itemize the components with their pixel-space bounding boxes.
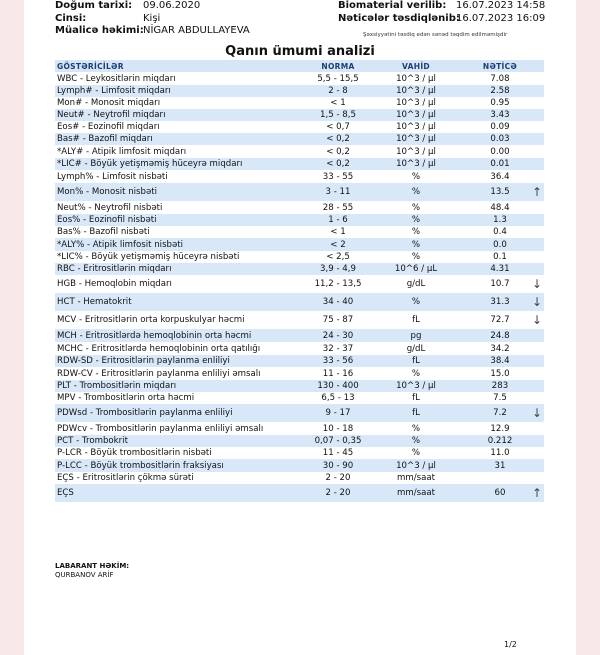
table-row	[55, 311, 544, 329]
result-name: Neut% - Neytrofil nisbəti	[57, 202, 163, 213]
result-unit: %	[411, 252, 421, 262]
result-name: PCT - Trombokrit	[55, 435, 300, 447]
result-value: 283	[456, 380, 544, 392]
col-indicator-header: GÖSTƏRİCİLƏR	[55, 60, 300, 72]
result-name: RBC - Eritrositlərin miqdarı	[55, 263, 300, 275]
result-name: Mon# - Monosit miqdarı	[57, 98, 161, 108]
result-norm: 2 - 8	[300, 85, 376, 97]
result-unit: mm/saat	[396, 473, 436, 483]
table-row	[55, 72, 544, 85]
result-norm: 11 - 45	[322, 448, 354, 458]
result-norm: 10 - 18	[322, 423, 354, 434]
table-row	[55, 238, 544, 251]
result-name: PDWcv - Trombositlərin paylanma enliliyi əmsalı	[57, 423, 264, 434]
result-unit: g/dL	[406, 343, 426, 354]
result-name: EÇS - Eritrositlərin çökmə sürəti	[57, 473, 194, 483]
biomaterial-value: 16.07.2023 14:58	[456, 0, 546, 11]
table-row	[55, 367, 544, 380]
table-row	[55, 109, 544, 121]
result-unit: 10^3 / µl	[396, 98, 436, 108]
report-page	[24, 0, 576, 655]
table-row	[55, 97, 544, 109]
table-header-row	[55, 60, 544, 72]
result-unit: %	[411, 227, 421, 237]
result-unit: 10^3 / µl	[396, 73, 436, 84]
id-note: Şəxsiyyətini təsdiq edən sənəd təqdim edilməmişdir	[363, 32, 508, 38]
table-row	[55, 85, 544, 97]
result-name: P-LCC - Böyük trombositlərin fraksiyası	[55, 459, 300, 472]
result-norm: 1 - 6	[300, 214, 376, 226]
result-unit: 10^3 / µl	[376, 109, 456, 121]
confirmed-label: Nəticələr təsdiqlənib:	[338, 13, 460, 24]
table-row	[55, 329, 544, 342]
result-unit: 10^3 / µl	[396, 122, 436, 132]
table-row	[55, 435, 544, 447]
doctor-value: NİGAR ABDULLAYEVA	[143, 25, 250, 36]
result-value: 0.212	[456, 435, 544, 447]
result-value: 34.2	[490, 343, 510, 354]
result-name: Lymph% - Limfosit nisbəti	[57, 171, 168, 182]
result-name: HGB - Hemoqlobin miqdarı	[57, 279, 172, 289]
page-number: 1/2	[504, 640, 517, 649]
result-unit: 10^3 / µl	[376, 133, 456, 145]
doctor-label: Müalicə həkimi:	[55, 25, 144, 36]
result-norm: < 2	[300, 238, 376, 251]
result-norm: 33 - 55	[322, 171, 354, 182]
result-value: 48.4	[490, 202, 510, 213]
result-name: EÇS	[55, 484, 300, 502]
result-norm: < 1	[330, 98, 346, 108]
result-name: WBC - Leykositlərin miqdarı	[57, 73, 176, 84]
table-row	[55, 275, 544, 293]
result-name: Bas# - Bazofil miqdarı	[55, 133, 300, 145]
result-value: 10.7	[490, 279, 510, 289]
table-row	[55, 251, 544, 263]
arrow-down-icon: ↓	[532, 277, 543, 291]
result-norm: < 0,2	[300, 158, 376, 170]
result-value: 0.03	[456, 133, 544, 145]
result-unit: %	[376, 435, 456, 447]
result-name: RDW-SD - Eritrositlərin paylanma enliliyi	[55, 355, 300, 367]
result-unit: %	[411, 423, 421, 434]
table-row	[55, 342, 544, 355]
result-name: Mon% - Monosit nisbəti	[55, 183, 300, 201]
table-row	[55, 263, 544, 275]
result-unit: fL	[376, 404, 456, 422]
result-norm: 11,2 - 13,5	[314, 279, 362, 289]
result-norm: 2 - 20	[300, 484, 376, 502]
arrow-up-icon: ↑	[532, 185, 543, 199]
result-value: 0.09	[490, 122, 510, 132]
result-norm: < 0,2	[326, 146, 350, 157]
result-unit: 10^3 / µl	[376, 85, 456, 97]
result-unit: 10^3 / µl	[396, 146, 436, 157]
result-norm: 33 - 56	[300, 355, 376, 367]
result-name: Eos% - Eozinofil nisbəti	[55, 214, 300, 226]
result-unit: %	[376, 183, 456, 201]
table-row	[55, 459, 544, 472]
table-row	[55, 183, 544, 201]
table-row	[55, 392, 544, 404]
result-unit: %	[376, 293, 456, 311]
result-unit: %	[411, 448, 421, 458]
result-norm: 11 - 16	[322, 368, 354, 379]
table-row	[55, 133, 544, 145]
result-value: 0.00	[490, 146, 510, 157]
result-unit: mm/saat	[376, 484, 456, 502]
table-row	[55, 158, 544, 170]
result-unit: 10^6 / µL	[376, 263, 456, 275]
result-norm: 0,07 - 0,35	[300, 435, 376, 447]
result-value: 13.5	[456, 183, 544, 201]
result-value: 0.4	[493, 227, 507, 237]
result-name: *ALY# - Atipik limfosit miqdarı	[57, 146, 187, 157]
result-unit: pg	[376, 329, 456, 342]
result-value: 7.08	[490, 73, 510, 84]
col-unit-header: VAHİD	[376, 60, 456, 72]
result-norm: 6,5 - 13	[321, 393, 355, 403]
result-value: 2.58	[456, 85, 544, 97]
result-norm: < 0,2	[300, 133, 376, 145]
result-value: 36.4	[490, 171, 510, 182]
result-value: 7.2	[456, 404, 544, 422]
result-name: MPV - Trombositlərin orta həcmi	[57, 393, 195, 403]
col-result-header: NƏTİCƏ	[456, 60, 544, 72]
result-norm: < 2,5	[326, 252, 350, 262]
result-norm: 28 - 55	[322, 202, 354, 213]
lab-label: LABARANT HƏKİM:	[55, 562, 130, 570]
table-row	[55, 404, 544, 422]
result-name: MCV - Eritrositlərin orta korpuskulyar həcmi	[57, 315, 245, 325]
result-unit: %	[376, 238, 456, 251]
arrow-down-icon: ↓	[532, 406, 543, 420]
result-value: 38.4	[456, 355, 544, 367]
result-value: 7.5	[493, 393, 507, 403]
result-value: 15.0	[490, 368, 510, 379]
result-unit: 10^3 / µl	[376, 380, 456, 392]
result-unit: fL	[412, 393, 420, 403]
result-value: 31	[456, 459, 544, 472]
result-unit: %	[411, 368, 421, 379]
result-name: MCH - Eritrositlərdə hemoqlobinin orta həcmi	[55, 329, 300, 342]
table-row	[55, 472, 544, 484]
table-row	[55, 380, 544, 392]
result-norm: 2 - 20	[325, 473, 351, 483]
table-row	[55, 422, 544, 435]
result-norm: < 1	[330, 227, 346, 237]
arrow-down-icon: ↓	[532, 295, 543, 309]
result-name: Eos# - Eozinofil miqdarı	[57, 122, 160, 132]
table-row	[55, 121, 544, 133]
result-unit: fL	[412, 315, 420, 325]
dob-label: Doğum tarixi:	[55, 0, 133, 11]
result-name: *LIC# - Böyük yetişməmiş hüceyrə miqdarı	[55, 158, 300, 170]
result-name: *LIC% - Böyük yetişməmiş hüceyrə nisbəti	[57, 252, 240, 262]
result-name: Neut# - Neytrofil miqdarı	[55, 109, 300, 121]
result-name: HCT - Hematokrit	[55, 293, 300, 311]
result-value: 72.7	[490, 315, 510, 325]
biomaterial-label: Biomaterial verilib:	[338, 0, 447, 11]
result-norm: 30 - 90	[300, 459, 376, 472]
table-row	[55, 226, 544, 238]
table-row	[55, 355, 544, 367]
result-name: *ALY% - Atipik limfosit nisbəti	[55, 238, 300, 251]
result-unit: g/dL	[406, 279, 426, 289]
result-value: 11.0	[490, 448, 510, 458]
result-name: Bas% - Bazofil nisbəti	[57, 227, 150, 237]
result-unit: %	[376, 214, 456, 226]
table-row	[55, 293, 544, 311]
confirmed-value: 16.07.2023 16:09	[456, 13, 546, 24]
result-unit: fL	[376, 355, 456, 367]
result-value: 31.3	[456, 293, 544, 311]
arrow-down-icon: ↓	[532, 313, 543, 327]
result-value: 60	[456, 484, 544, 502]
table-row	[55, 214, 544, 226]
arrow-up-icon: ↑	[532, 486, 543, 500]
result-norm: 32 - 37	[322, 343, 354, 354]
result-value: 3.43	[456, 109, 544, 121]
table-row	[55, 145, 544, 158]
gender-label: Cinsi:	[55, 13, 87, 24]
col-norm-header: NORMA	[300, 60, 376, 72]
results-table	[55, 60, 544, 502]
table-row	[55, 447, 544, 459]
result-value: 1.3	[456, 214, 544, 226]
result-value: 0.1	[493, 252, 507, 262]
table-row	[55, 170, 544, 183]
result-value: 0.0	[456, 238, 544, 251]
result-value: 0.95	[490, 98, 510, 108]
result-unit: %	[411, 202, 421, 213]
result-value	[456, 472, 544, 484]
result-value: 12.9	[490, 423, 510, 434]
result-norm: 34 - 40	[300, 293, 376, 311]
table-row	[55, 201, 544, 214]
result-name: RDW-CV - Eritrositlərin paylanma enliliyi əmsalı	[57, 368, 261, 379]
dob-value: 09.06.2020	[143, 0, 201, 11]
result-norm: 1,5 - 8,5	[300, 109, 376, 121]
result-name: PDWsd - Trombositlərin paylanma enliliyi	[55, 404, 300, 422]
result-name: PLT - Trombositlərin miqdarı	[55, 380, 300, 392]
result-name: Lymph# - Limfosit miqdarı	[55, 85, 300, 97]
result-unit: 10^3 / µl	[376, 459, 456, 472]
result-name: MCHC - Eritrositlərdə hemoqlobinin orta qatılığı	[57, 343, 261, 354]
lab-name: QURBANOV ARİF	[55, 571, 114, 579]
result-unit: 10^3 / µl	[376, 158, 456, 170]
result-norm: < 0,7	[326, 122, 350, 132]
result-norm: 3 - 11	[300, 183, 376, 201]
result-value: 0.01	[456, 158, 544, 170]
table-row	[55, 484, 544, 502]
result-norm: 3,9 - 4,9	[300, 263, 376, 275]
result-value: 4.31	[456, 263, 544, 275]
result-value: 24.8	[456, 329, 544, 342]
result-norm: 75 - 87	[322, 315, 354, 325]
result-norm: 5,5 - 15,5	[317, 73, 359, 84]
result-name: P-LCR - Böyük trombositlərin nisbəti	[57, 448, 212, 458]
gender-value: Kişi	[143, 13, 161, 24]
result-norm: 24 - 30	[300, 329, 376, 342]
result-norm: 9 - 17	[300, 404, 376, 422]
page-title: Qanın ümumi analizi	[225, 44, 375, 59]
result-norm: 130 - 400	[300, 380, 376, 392]
result-unit: %	[411, 171, 421, 182]
lab-signature	[55, 562, 129, 580]
